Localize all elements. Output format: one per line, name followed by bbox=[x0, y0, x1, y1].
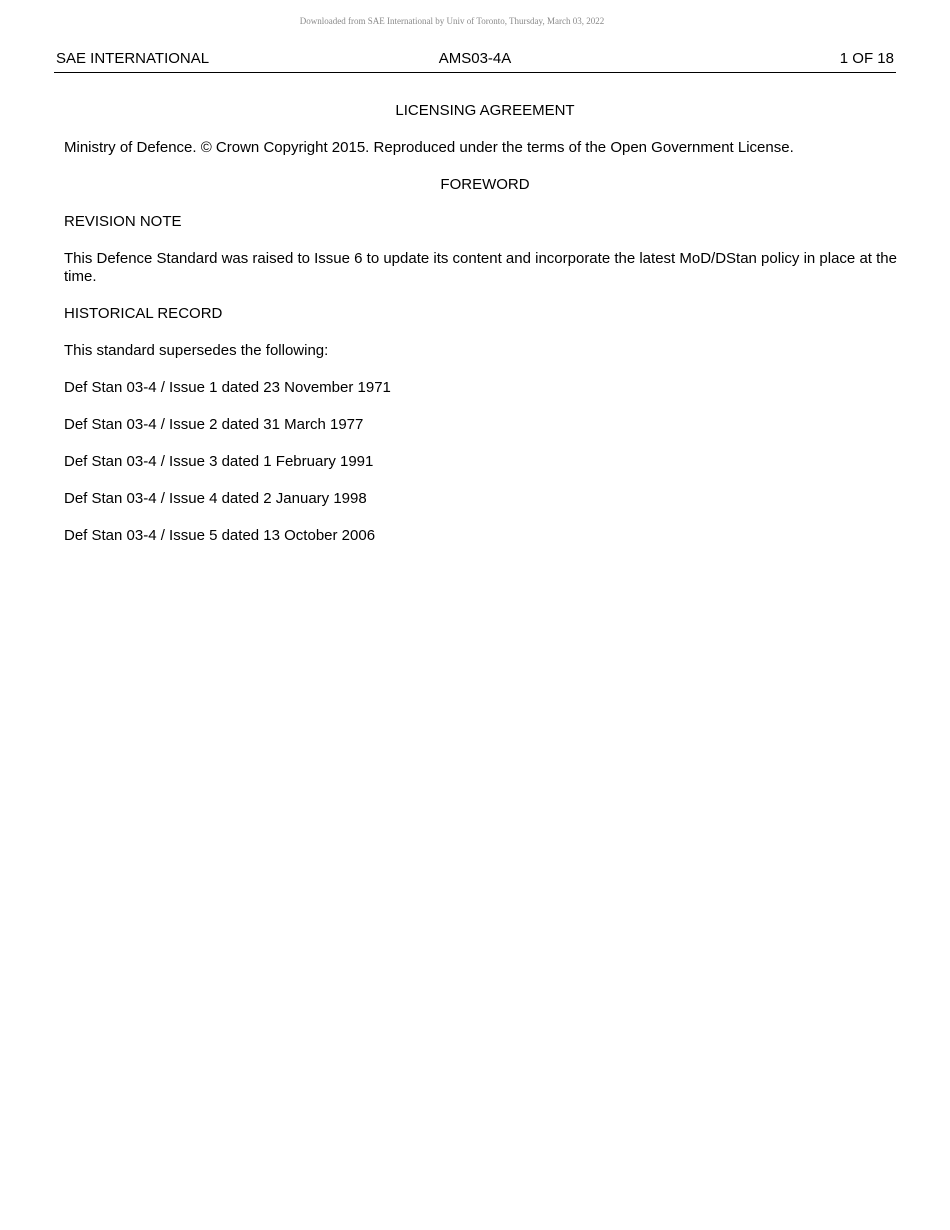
page-header bbox=[54, 50, 896, 73]
historical-heading: HISTORICAL RECORD bbox=[64, 305, 223, 322]
page-number: 1 OF 18 bbox=[839, 50, 894, 67]
licensing-heading: LICENSING AGREEMENT bbox=[395, 102, 575, 119]
document-number bbox=[54, 50, 896, 67]
issue-record: Def Stan 03-4 / Issue 5 dated 13 October 2006 bbox=[64, 527, 376, 544]
revision-heading: REVISION NOTE bbox=[64, 213, 182, 230]
document-body bbox=[64, 102, 906, 564]
issue-record: Def Stan 03-4 / Issue 2 dated 31 March 1977 bbox=[64, 416, 364, 433]
licensing-text: Ministry of Defence. © Crown Copyright 2015. Reproduced under the terms of the Open Government License. bbox=[64, 139, 794, 156]
revision-text: This Defence Standard was raised to Issue 6 to update its content and incorporate the latest MoD/DStan policy in place at the time. bbox=[64, 250, 897, 285]
issue-record: Def Stan 03-4 / Issue 3 dated 1 February 1991 bbox=[64, 453, 374, 470]
publisher-name: SAE INTERNATIONAL bbox=[56, 50, 210, 67]
issue-record: Def Stan 03-4 / Issue 1 dated 23 November 1971 bbox=[64, 379, 391, 396]
issue-record: Def Stan 03-4 / Issue 4 dated 2 January 1998 bbox=[64, 490, 367, 507]
document-number-text: AMS03-4A bbox=[438, 50, 512, 67]
download-watermark: Downloaded from SAE International by Univ of Toronto, Thursday, March 03, 2022 bbox=[299, 16, 605, 26]
historical-intro: This standard supersedes the following: bbox=[64, 342, 329, 359]
foreword-heading: FOREWORD bbox=[440, 176, 530, 193]
